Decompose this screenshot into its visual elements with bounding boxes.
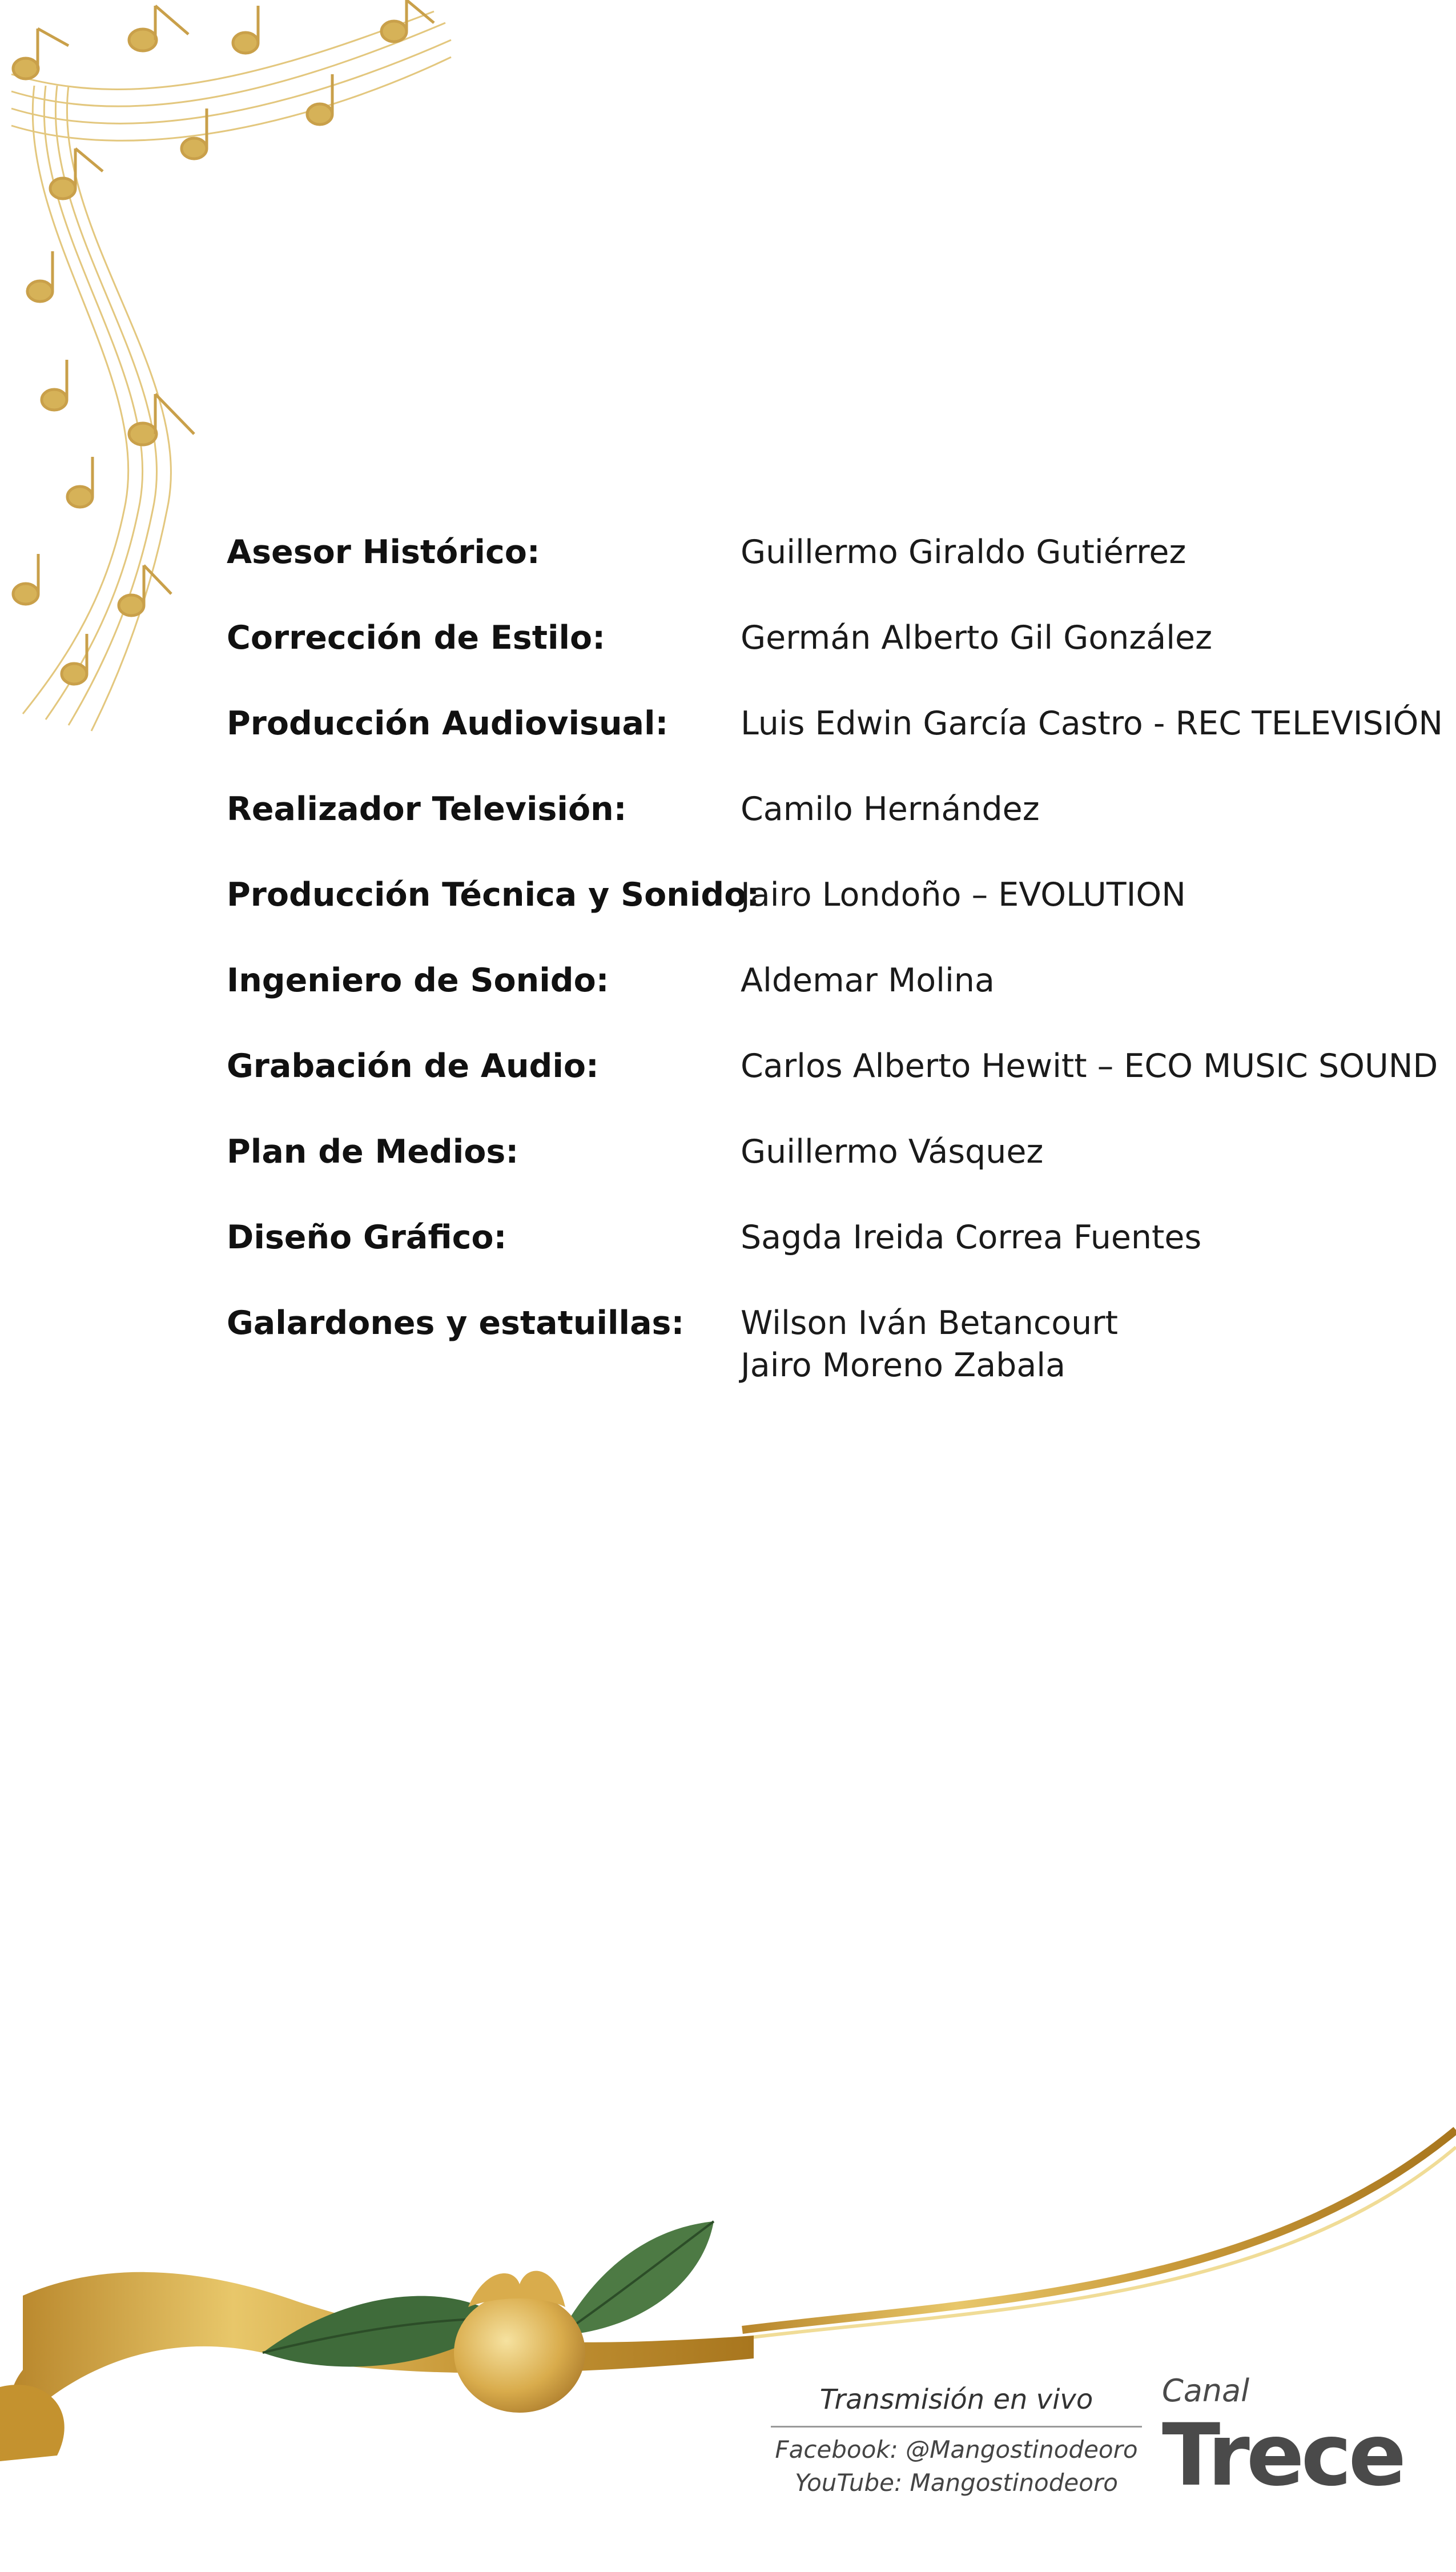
credit-role: Diseño Gráfico: [227,1219,507,1256]
credit-name: Luis Edwin García Castro - REC TELEVISIÓN [741,705,1443,742]
credit-name: Camilo Hernández [741,790,1040,828]
credits-list [227,531,1443,1388]
live-transmission-info [771,2381,1142,2499]
credit-names [741,788,1426,830]
credit-row [227,1131,1426,1216]
credit-names [741,617,1426,659]
credit-name: Guillermo Giraldo Gutiérrez [741,533,1186,571]
credit-name: Carlos Alberto Hewitt – ECO MUSIC SOUND [741,1047,1438,1085]
credit-name: Sagda Ireida Correa Fuentes [741,1219,1202,1256]
credit-names [741,959,1426,1002]
youtube-handle: YouTube: Mangostinodeoro [795,2469,1118,2497]
credit-name: Wilson Iván Betancourt [741,1304,1119,1342]
credit-role: Producción Audiovisual: [227,705,669,742]
credit-name: Jairo Moreno Zabala [741,1347,1066,1384]
credit-names [741,1302,1426,1387]
credit-names [741,1216,1426,1259]
logo-canal-text: Canal [1162,2373,1250,2409]
canal-trece-logo [1162,2373,1402,2504]
facebook-handle: Facebook: @Mangostinodeoro [775,2436,1138,2464]
credit-row [227,788,1426,874]
credit-row [227,1302,1426,1388]
credit-name: Germán Alberto Gil González [741,619,1213,657]
credit-row [227,959,1426,1045]
credit-role: Grabación de Audio: [227,1047,599,1085]
credit-row [227,1045,1438,1131]
logo-brand-text: Trece [1162,2406,1403,2505]
credit-row [227,874,1426,959]
credit-role: Galardones y estatuillas: [227,1304,685,1342]
credit-names [741,702,1443,745]
credit-role: Corrección de Estilo: [227,619,606,657]
credit-names [741,531,1426,573]
credit-row [227,531,1426,617]
credit-role: Plan de Medios: [227,1133,519,1171]
credit-names [741,1131,1426,1173]
credit-role: Realizador Televisión: [227,790,627,828]
credit-row [227,702,1443,788]
credit-role: Asesor Histórico: [227,533,540,571]
credit-row [227,1216,1426,1302]
credit-row [227,617,1426,702]
credit-names [741,874,1426,916]
credit-name: Jairo Londoño – EVOLUTION [741,876,1186,914]
credit-name: Guillermo Vásquez [741,1133,1044,1171]
divider [771,2426,1142,2428]
credit-name: Aldemar Molina [741,962,995,999]
credit-role: Producción Técnica y Sonido: [227,876,760,914]
credit-role: Ingeniero de Sonido: [227,962,609,999]
credit-names [741,1045,1438,1087]
live-title: Transmisión en vivo [819,2384,1093,2416]
